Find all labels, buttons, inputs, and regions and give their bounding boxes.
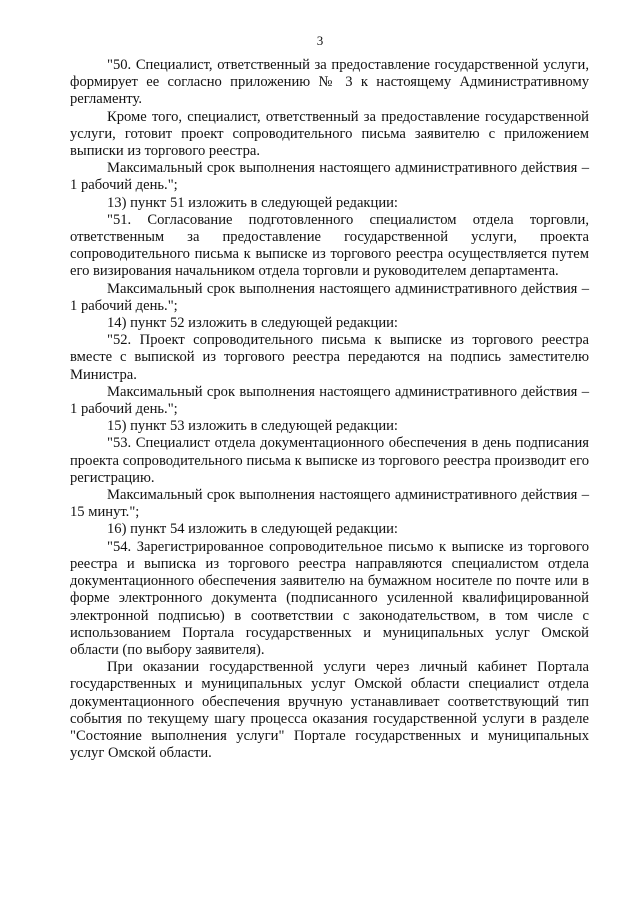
paragraph-portal-cabinet: При оказании государственной услуги через личный кабинет Портала государственных и муниципальных услуг Омской области специалист отдела документационного обеспечения вручную устанавливает соответствующий тип события по текущему шагу процесса оказания государственной услуги в разделе "Состояние выполнения услуги" Портале государственных и муниципальных услуг Омской области.	[70, 659, 589, 762]
page-number: 3	[316, 33, 324, 48]
paragraph-amendment-15: 15) пункт 53 изложить в следующей редакции:	[107, 418, 398, 435]
paragraph-amendment-13: 13) пункт 51 изложить в следующей редакции:	[107, 194, 398, 211]
paragraph-item-51: "51. Согласование подготовленного специалистом отдела торговли, ответственным за предоставление государственной услуги, проекта сопроводительного письма к выписке из торгового реестра осуществляется путем его визирования начальником отдела торговли и руководителем департамента.	[70, 211, 589, 280]
paragraph-max-time-50: Максимальный срок выполнения настоящего административного действия – 1 рабочий день.";	[70, 160, 589, 194]
paragraph-amendment-14: 14) пункт 52 изложить в следующей редакции:	[107, 315, 398, 332]
document-body	[70, 57, 589, 762]
paragraph-amendment-16: 16) пункт 54 изложить в следующей редакции:	[107, 521, 398, 538]
paragraph-max-time-51: Максимальный срок выполнения настоящего административного действия – 1 рабочий день.";	[70, 280, 589, 314]
paragraph-item-50: "50. Специалист, ответственный за предоставление государственной услуги, формирует ее согласно приложению № 3 к настоящему Административному регламенту.	[70, 57, 589, 108]
paragraph-item-52: "52. Проект сопроводительного письма к выписке из торгового реестра вместе с выпиской из торгового реестра передаются на подпись заместителю Министра.	[70, 332, 589, 383]
paragraph-cover-letter: Кроме того, специалист, ответственный за предоставление государственной услуги, готовит проект сопроводительного письма заявителю с приложением выписки из торгового реестра.	[70, 108, 589, 160]
paragraph-max-time-52: Максимальный срок выполнения настоящего административного действия – 1 рабочий день.";	[70, 383, 589, 418]
paragraph-item-53: "53. Специалист отдела документационного обеспечения в день подписания проекта сопроводительного письма к выписке из торгового реестра производит его регистрацию.	[70, 435, 589, 486]
paragraph-item-54: "54. Зарегистрированное сопроводительное письмо к выписке из торгового реестра и выписка из торгового реестра направляются специалистом отдела документационного обеспечения заявителю на бумажном носителе по почте или в форме электронного документа (подписанного усиленной квалифицированной электронной подписью) в соответствии с законодательством, в том числе с использованием Портала государственных и муниципальных услуг Омской области (по выбору заявителя).	[70, 538, 589, 658]
paragraph-max-time-53: Максимальный срок выполнения настоящего административного действия – 15 минут.";	[70, 487, 589, 521]
